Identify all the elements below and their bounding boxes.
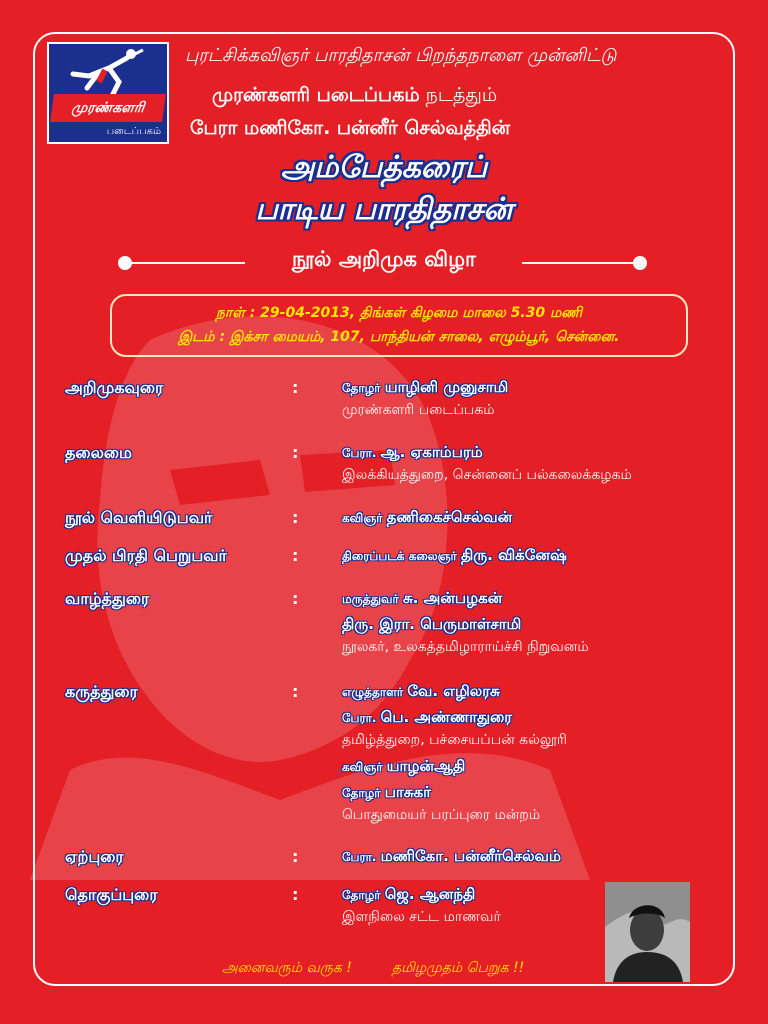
program-colon: :	[292, 508, 299, 527]
speaker-name	[342, 847, 561, 867]
program-colon: :	[292, 682, 299, 701]
program-role: ஏற்புரை	[65, 847, 124, 866]
event-date: நாள் : 29-04-2013, திங்கள் கிழமை மாலை 5.30 மணி	[215, 305, 583, 321]
speaker-title: எழுத்தாளர்	[342, 685, 408, 699]
program-role: முதல் பிரதி பெறுபவர்	[65, 546, 227, 565]
header-line-2	[212, 84, 497, 109]
program-role: கருத்துரை	[65, 682, 138, 701]
speaker-full-name: பெ. அண்ணாதுரை	[380, 708, 513, 726]
speaker-title: தோழர்	[342, 381, 385, 395]
publisher-logo	[47, 42, 169, 144]
header-line-1: புரட்சிக்கவிஞர் பாரதிதாசன் பிறந்தநாளை முன்னிட்டு	[185, 45, 617, 66]
speaker-title: கவிஞர்	[342, 511, 387, 525]
program-role: தலைமை	[65, 443, 132, 462]
program-colon: :	[292, 847, 299, 866]
header-line-2-rest: நடத்தும்	[419, 84, 498, 106]
speaker-affiliation: நூலகர், உலகத்தமிழாராய்ச்சி நிறுவனம்	[342, 639, 589, 655]
speaker-name	[342, 378, 508, 398]
event-venue: இடம் : இக்சா மையம், 107, பாந்தியன் சாலை, எழும்பூர், சென்னை.	[178, 329, 620, 345]
speaker-title: தோழர்	[342, 786, 385, 800]
speaker-title: கவிஞர்	[342, 760, 387, 774]
program-colon: :	[292, 589, 299, 608]
speaker-affiliation: முரண்களரி படைப்பகம்	[342, 402, 495, 418]
speaker-full-name: மணிகோ. பன்னீர்செல்வம்	[380, 847, 561, 865]
program-colon: :	[292, 443, 299, 462]
speaker-full-name: ஜெ. ஆனந்தி	[384, 885, 476, 903]
program-colon: :	[292, 546, 299, 565]
speaker-title: பேரா.	[342, 711, 381, 725]
speaker-full-name: யாழினி முனுசாமி	[384, 378, 509, 396]
publisher-name: முரண்களரி படைப்பகம்	[212, 84, 420, 106]
book-title-line-1: அம்பேத்கரைப்	[280, 150, 488, 185]
runner-icon	[69, 48, 149, 96]
speaker-title: தோழர்	[342, 888, 385, 902]
speaker-full-name: யாழன்ஆதி	[386, 757, 466, 775]
event-name: நூல் அறிமுக விழா	[291, 247, 477, 271]
speaker-full-name: திரு. இரா. பெருமாள்சாமி	[342, 615, 522, 633]
footer-slogan: தமிழமுதம் பெறுக !!	[392, 960, 525, 976]
speaker-name	[342, 589, 502, 609]
program-role: தொகுப்புரை	[65, 885, 158, 904]
divider-line-right	[522, 262, 640, 264]
speaker-name	[342, 885, 475, 905]
logo-name: முரண்களரி	[50, 94, 166, 122]
book-title-line-2: பாடிய பாரதிதாசன்	[255, 192, 513, 227]
speaker-name	[342, 708, 512, 728]
speaker-title: பேரா.	[342, 446, 381, 460]
speaker-name	[342, 615, 521, 635]
logo-subtitle: படைப்பகம்	[106, 126, 161, 137]
header-line-3: பேரா மணிகோ. பன்னீர் செல்வத்தின்	[190, 117, 511, 139]
footer-welcome: அனைவரும் வருக !	[222, 960, 352, 976]
speaker-full-name: சு. அன்பழகன்	[402, 589, 503, 607]
program-role: அறிமுகவுரை	[65, 378, 164, 397]
speaker-name	[342, 757, 465, 777]
program-colon: :	[292, 885, 299, 904]
speaker-full-name: வே. எழிலரசு	[407, 682, 500, 700]
speaker-full-name: ஆ. ஏகாம்பரம்	[380, 443, 483, 461]
speaker-full-name: திரு. விக்னேஷ்	[460, 546, 567, 564]
speaker-affiliation: இலக்கியத்துறை, சென்னைப் பல்கலைக்கழகம்	[342, 467, 632, 483]
speaker-title: திரைப்படக் கலைஞர்	[342, 549, 461, 563]
speaker-name	[342, 783, 431, 803]
presenter-photo	[605, 882, 690, 982]
speaker-affiliation: பொதுமையர் பரப்புரை மன்றம்	[342, 807, 541, 823]
speaker-name	[342, 508, 512, 528]
speaker-affiliation: தமிழ்த்துறை, பச்சையப்பன் கல்லூரி	[342, 732, 567, 748]
speaker-title: மருத்துவர்	[342, 592, 403, 606]
date-venue-box	[110, 294, 688, 357]
speaker-name	[342, 546, 567, 566]
speaker-title: பேரா.	[342, 850, 381, 864]
divider-dot-right	[633, 256, 647, 270]
program-colon: :	[292, 378, 299, 397]
speaker-name	[342, 682, 500, 702]
speaker-affiliation: இளநிலை சட்ட மாணவர்	[342, 909, 501, 925]
speaker-full-name: பாசுகர்	[384, 783, 431, 801]
program-role: வாழ்த்துரை	[65, 589, 150, 608]
speaker-full-name: தணிகைச்செல்வன்	[386, 508, 513, 526]
speaker-name	[342, 443, 483, 463]
program-role: நூல் வெளியிடுபவர்	[65, 508, 213, 527]
